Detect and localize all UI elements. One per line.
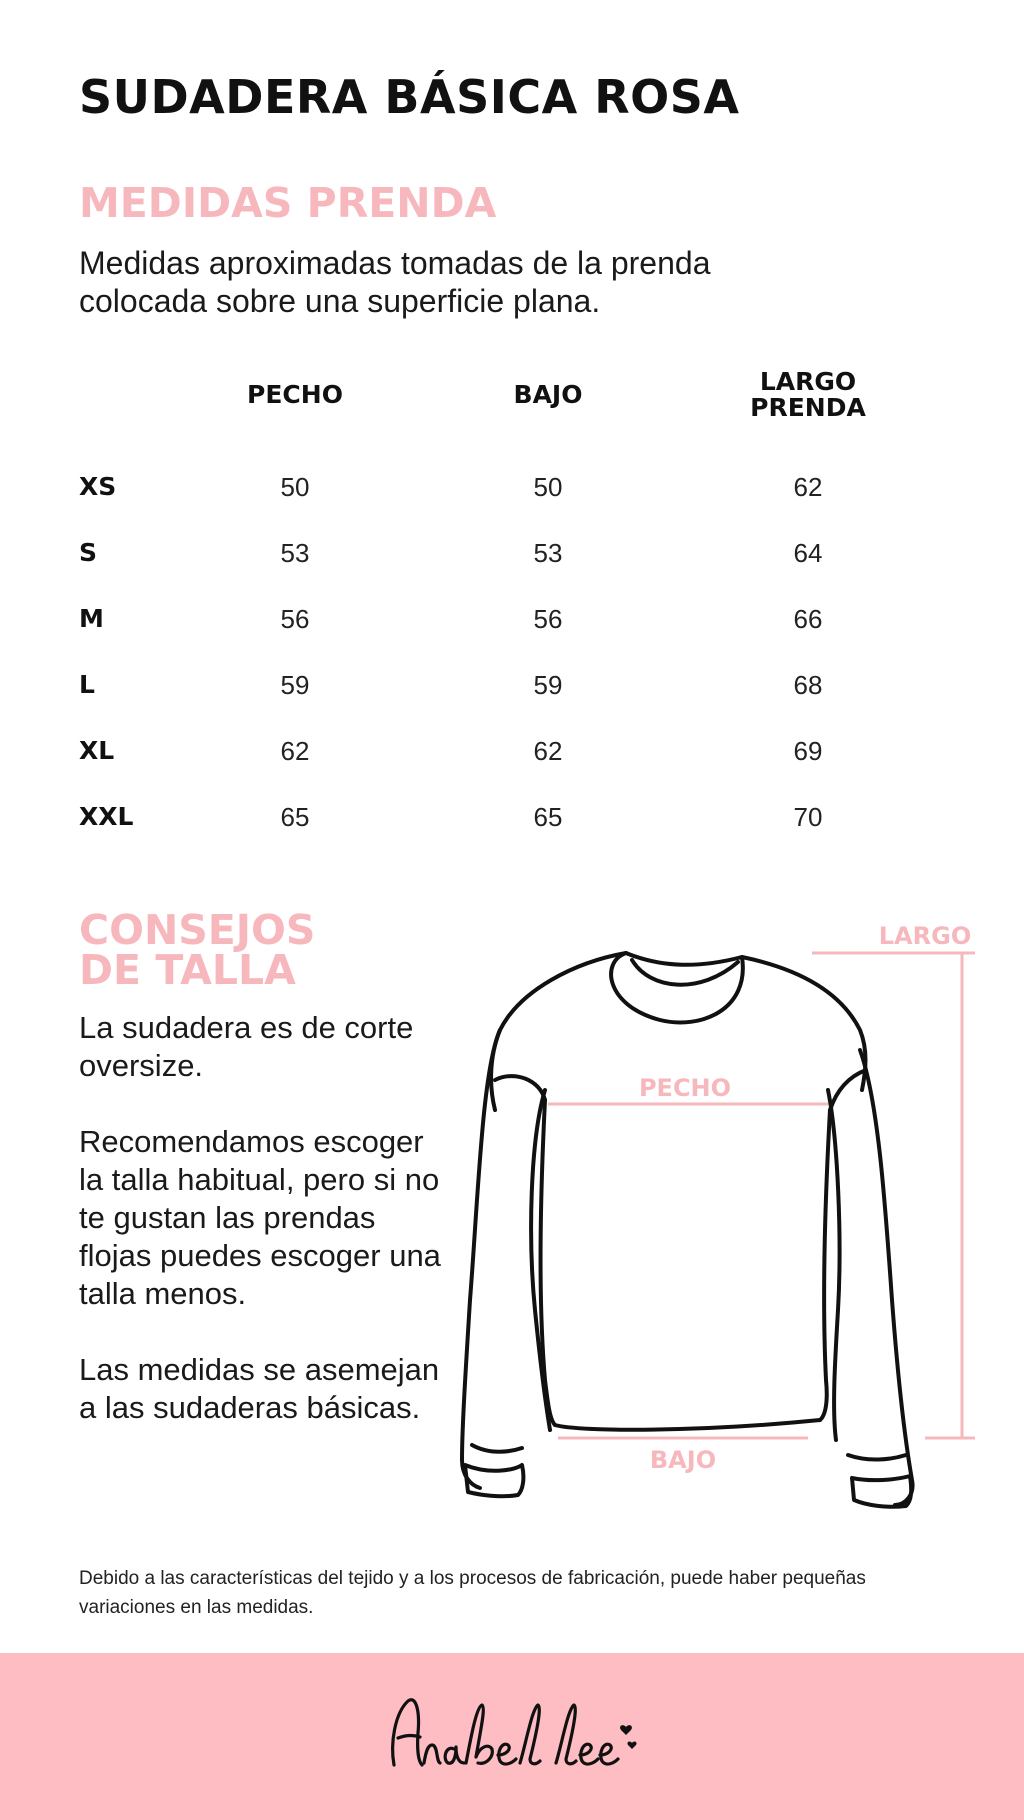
measurements-intro: Medidas aproximadas tomadas de la prenda colocada sobre una superficie plana.: [79, 245, 711, 319]
size-label: M: [79, 604, 104, 633]
hem-value: 65: [533, 802, 563, 832]
size-label: L: [79, 670, 95, 699]
chest-value: 53: [280, 538, 310, 568]
column-header-length: LARGO PRENDA: [750, 367, 866, 422]
measurements-heading: MEDIDAS PRENDA: [79, 179, 497, 227]
size-label: S: [79, 538, 98, 567]
length-value: 66: [793, 604, 823, 634]
hem-value: 62: [533, 736, 563, 766]
tips-paragraph: Las medidas se asemejan a las sudaderas básicas.: [79, 1352, 440, 1425]
chest-value: 56: [280, 604, 310, 634]
tips-text: [79, 1009, 449, 1465]
tips-paragraph: La sudadera es de corte oversize.: [79, 1010, 414, 1083]
chest-label: PECHO: [638, 1074, 732, 1102]
chest-value: 62: [280, 736, 310, 766]
brand-logo: [380, 1683, 660, 1793]
length-value: 69: [793, 736, 823, 766]
sweatshirt-icon: [462, 953, 913, 1507]
column-header-chest: PECHO: [247, 380, 343, 409]
disclaimer-note: Debido a las características del tejido y a los procesos de fabricación, puede haber pequeñas variaciones en las medidas.: [79, 1568, 866, 1618]
size-label: XXL: [79, 802, 134, 831]
heart-icon: [620, 1725, 636, 1749]
size-label: XL: [79, 736, 115, 765]
sweatshirt-diagram: [440, 900, 1000, 1520]
hem-value: 56: [533, 604, 563, 634]
length-value: 62: [793, 472, 823, 502]
hem-value: 53: [533, 538, 563, 568]
tips-heading-line1: CONSEJOS: [79, 906, 316, 954]
tips-heading-line2: DE TALLA: [79, 946, 296, 994]
measurement-guides: [548, 953, 975, 1438]
footer: [0, 1653, 1024, 1820]
hem-value: 50: [533, 472, 563, 502]
length-label: LARGO: [878, 922, 972, 950]
length-value: 68: [793, 670, 823, 700]
tips-paragraph: Recomendamos escoger la talla habitual, pero si no te gustan las prendas flojas puedes escoger una talla menos.: [79, 1124, 441, 1311]
column-header-hem: BAJO: [513, 380, 583, 409]
chest-value: 65: [280, 802, 310, 832]
hem-label: BAJO: [649, 1446, 717, 1474]
chest-value: 59: [280, 670, 310, 700]
hem-value: 59: [533, 670, 563, 700]
length-value: 70: [793, 802, 823, 832]
chest-value: 50: [280, 472, 310, 502]
page-title: SUDADERA BÁSICA ROSA: [79, 70, 740, 124]
length-value: 64: [793, 538, 823, 568]
tips-heading: [79, 906, 316, 994]
size-label: XS: [79, 472, 117, 501]
